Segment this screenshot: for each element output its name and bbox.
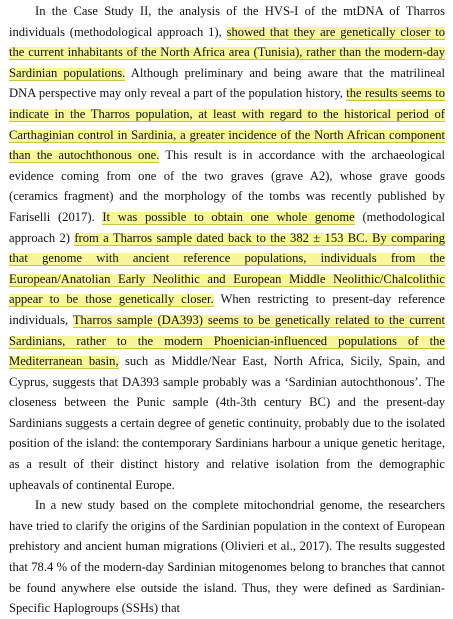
highlighted-text: from a Tharros sample dated back to the 382 ± 153 BC. By comparing that genome with ancient reference populations, individuals from the European/Anatolian Early Neolithic and European Middle Neolithic/Chalcolithic appear to be those genetically closer. [9,230,445,307]
paragraph-2 [9,495,445,619]
text-segment: This result is in accordance with the archaeological evidence coming from one of the two graves (grave A2), whose grave goods (ceramics fragment) and the morphology of the tombs was recently published by Fariselli (2017). [9,148,445,224]
highlighted-text: showed that they are genetically closer to the current inhabitants of the North Africa area (Tunisia), rather than the modern-day Sardinian populations. [9,24,446,80]
highlighted-text: the results seems to indicate in the Tharros population, at least with regard to the historical period of Carthaginian control in Sardinia, a greater incidence of the North African component than the autochthonous one. [9,86,445,163]
text-segment: When restricting to present-day reference individuals, [9,292,445,327]
highlighted-text: Tharros sample (DA393) seems to be genetically related to the current Sardinians, rather to the modern Phoenician-influenced populations of the Mediterranean basin, [9,312,446,369]
text-segment: such as Middle/Near East, North Africa, Sicily, Spain, and Cyprus, suggests that DA393 sample probably was a ‘Sardinian autochthonous’. The closeness between the Punic sample (4th-3th century BC) and the present-day Sardinians suggests a certain degree of genetic continuity, probably due to the isolated position of the island: the contemporary Sardinians harbour a unique genetic heritage, as a result of their distinct history and relative isolation from the demographic upheavals of continental Europe. [9,354,445,492]
highlighted-text: It was possible to obtain one whole genome [102,209,355,224]
text-segment: In a new study based on the complete mitochondrial genome, the researchers have tried to clarify the origins of the Sardinian population in the context of European prehistory and ancient human migrations (Olivieri et al., 2017). The results suggested that 78.4 % of the modern-day Sardinian mitogenomes belong to branches that cannot be found anywhere else outside the island. Thus, they were defined as Sardinian-Specific Haplogroups (SSHs) that [9,498,445,616]
text-segment: Although preliminary and being aware that the matrilineal DNA perspective may only reveal a part of the population history, [9,65,445,101]
text-segment: In the Case Study II, the analysis of the HVS-I of the mtDNA of Tharros individuals (methodological approach 1), [9,4,445,39]
paragraph-1 [9,1,445,495]
text-segment: (methodological approach 2) [9,209,445,245]
